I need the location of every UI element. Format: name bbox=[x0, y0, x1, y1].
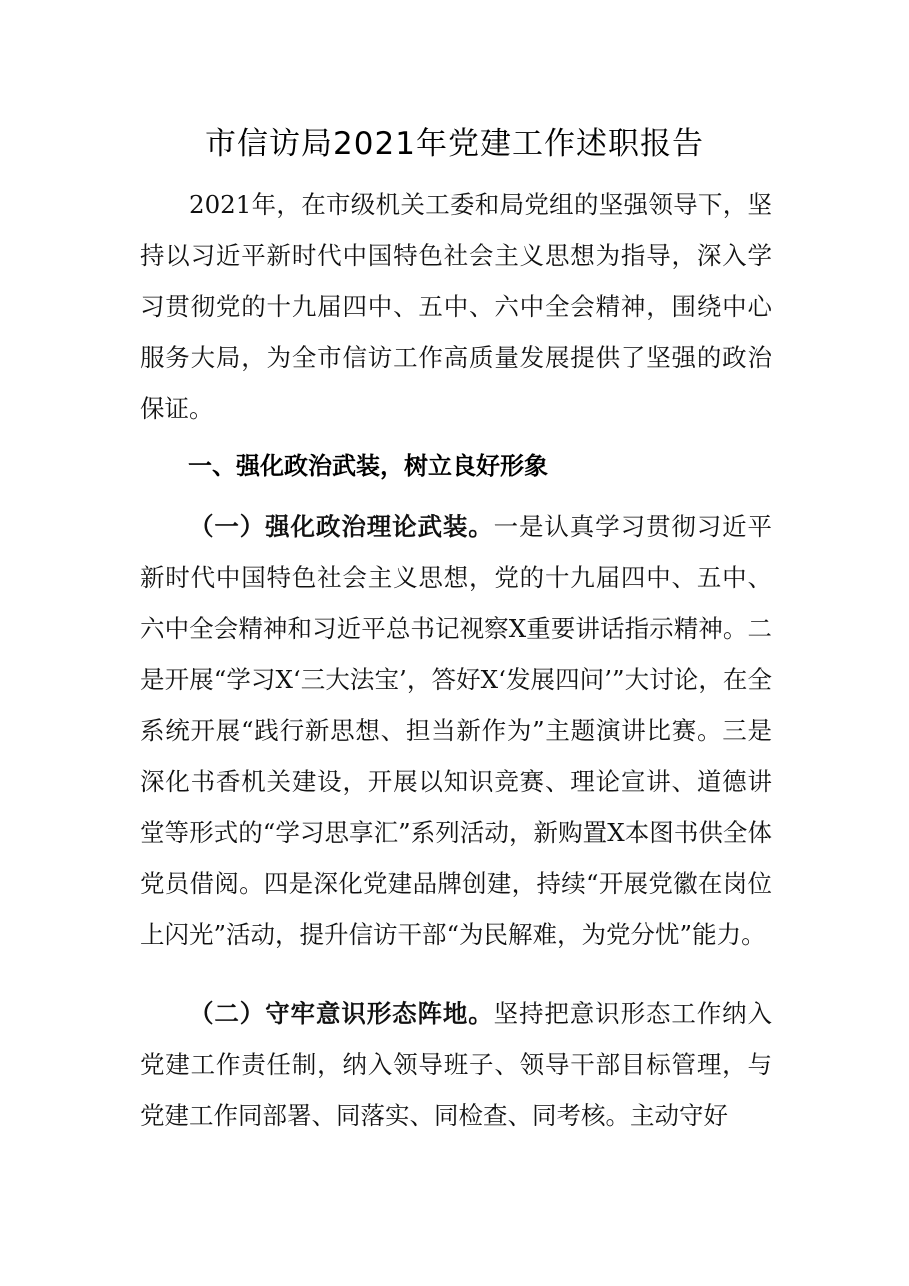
subsection-text-1: 一是认真学习贯彻习近平新时代中国特色社会主义思想，党的十九届四中、五中、六中全会精神和习近平总书记视察X重要讲话指示精神。二是开展“学习X‘三大法宝’，答好X‘发展四问’”大讨论，在全系统开展“践行新思想、担当新作为”主题演讲比赛。三是深化书香机关建设，开展以知识竞赛、理论宣讲、道德讲堂等形式的“学习思享汇”系列活动，新购置X本图书供全体党员借阅。四是深化党建品牌创建，持续“开展党徽在岗位上闪光”活动，提升信访干部“为民解难，为党分忧”能力。 bbox=[140, 512, 773, 949]
subsection-lead-2: （二）守牢意识形态阵地。 bbox=[189, 999, 494, 1028]
subsection-text-2: 坚持把意识形态工作纳入党建工作责任制，纳入领导班子、领导干部目标管理，与党建工作同部署、同落实、同检查、同考核。主动守好 bbox=[140, 999, 773, 1130]
subsection-lead-1: （一）强化政治理论武装。 bbox=[189, 512, 494, 541]
intro-paragraph: 2021年，在市级机关工委和局党组的坚强领导下，坚持以习近平新时代中国特色社会主义思想为指导，深入学习贯彻党的十九届四中、五中、六中全会精神，围绕中心服务大局，为全市信访工作高质量发展提供了坚强的政治保证。 bbox=[140, 190, 772, 423]
subsection-paragraph-2 bbox=[140, 988, 772, 1141]
subsection-paragraph-1 bbox=[140, 501, 772, 960]
document-title: 市信访局2021年党建工作述职报告 bbox=[205, 126, 704, 162]
section-heading: 一、强化政治武装，树立良好形象 bbox=[188, 451, 548, 480]
